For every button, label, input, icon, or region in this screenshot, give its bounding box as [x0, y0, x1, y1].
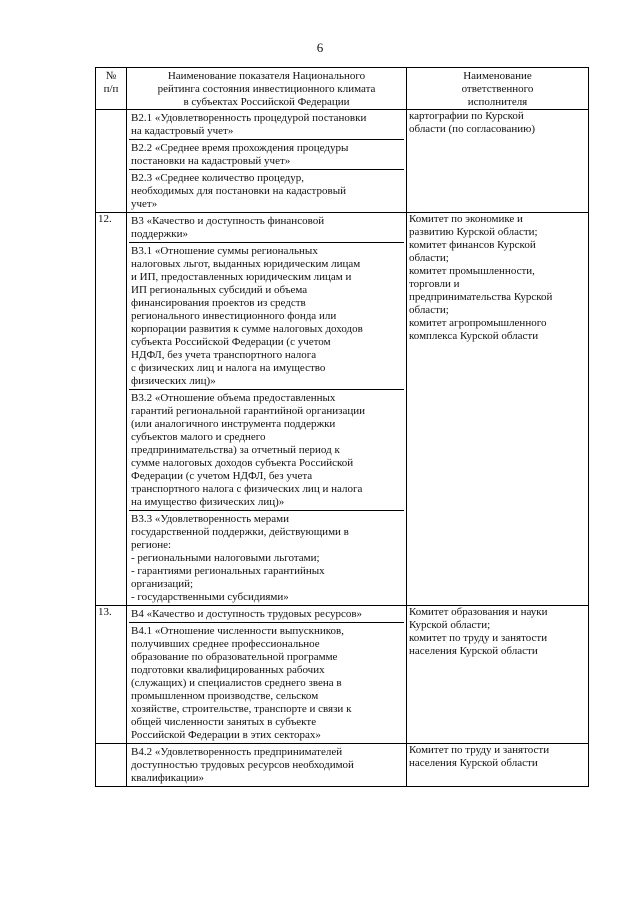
- indicators-table: [95, 67, 589, 787]
- responsible-cell: Комитет по экономике и развитию Курской области; комитет финансов Курской области; комитет промышленности, торговли и предпринимательства Курской области; комитет агропромышленного комплекса Курской области: [407, 213, 589, 606]
- header-indicator-name: Наименование показателя Национального рейтинга состояния инвестиционного климата в субъектах Российской Федерации: [127, 68, 407, 110]
- page-number: 6: [316, 40, 324, 55]
- indicator-b4-1: B4.1 «Отношение численности выпускников, получивших среднее профессиональное образование по образовательной программе подготовки квалифицированных рабочих (служащих) и специалистов среднего звена в промышленном производстве, сельском хозяйстве, строительстве, транспорте и связи к общей численности занятых в субъекте Российской Федерации в этих секторах»: [129, 622, 404, 743]
- indicator-b3: B3 «Качество и доступность финансовой поддержки»: [131, 215, 325, 240]
- header-number: № п/п: [96, 68, 127, 110]
- indicator-b2-3: B2.3 «Среднее количество процедур, необходимых для постановки на кадастровый учет»: [129, 169, 404, 212]
- responsible-cell: Комитет по труду и занятости населения Курской области: [407, 744, 589, 787]
- responsible-cell: Комитет образования и науки Курской области; комитет по труду и занятости населения Курской области: [407, 606, 589, 744]
- indicator-b4-2: B4.2 «Удовлетворенность предпринимателей доступностью трудовых ресурсов необходимой квалификации»: [131, 746, 354, 784]
- table-header-row: [96, 68, 589, 110]
- indicator-cell: [127, 213, 407, 606]
- indicator-b3-1: B3.1 «Отношение суммы региональных налоговых льгот, выданных юридическим лицам и ИП, предоставленных юридическим лицам и ИП региональных субсидий и объема финансирования проектов из средств регионального инвестиционного фонда или корпорации развития к сумме налоговых доходов субъекта Российской Федерации (с учетом НДФЛ, без учета транспортного налога с физических лиц и налога на имущество физических лиц)»: [129, 242, 404, 389]
- indicator-b2-2: B2.2 «Среднее время прохождения процедуры постановки на кадастровый учет»: [129, 139, 404, 169]
- table-row: [96, 744, 589, 787]
- table-row: [96, 606, 589, 744]
- responsible-cell: картографии по Курской области (по согласованию): [407, 110, 589, 213]
- indicator-cell: [127, 744, 407, 787]
- row-number: 13.: [96, 606, 127, 744]
- indicator-cell: [127, 606, 407, 744]
- table-row: [96, 110, 589, 213]
- indicator-b4: B4 «Качество и доступность трудовых ресурсов»: [131, 608, 363, 620]
- table-row: [96, 213, 589, 606]
- indicator-b2-1: B2.1 «Удовлетворенность процедурой постановки на кадастровый учет»: [131, 112, 367, 137]
- row-number: [96, 110, 127, 213]
- header-responsible: Наименование ответственного исполнителя: [407, 68, 589, 110]
- indicator-cell: [127, 110, 407, 213]
- indicator-b3-3: B3.3 «Удовлетворенность мерами государственной поддержки, действующими в регионе: - региональными налоговыми льготами; - гарантиями региональных гарантийных организаций; - государственными субсидиями»: [129, 510, 404, 605]
- indicator-b3-2: B3.2 «Отношение объема предоставленных гарантий региональной гарантийной организации (или аналогичного инструмента поддержки субъектов малого и среднего предпринимательства) за отчетный период к сумме налоговых доходов субъекта Российской Федерации (с учетом НДФЛ, без учета транспортного налога с физических лиц и налога на имущество физических лиц)»: [129, 389, 404, 510]
- row-number: 12.: [96, 213, 127, 606]
- row-number: [96, 744, 127, 787]
